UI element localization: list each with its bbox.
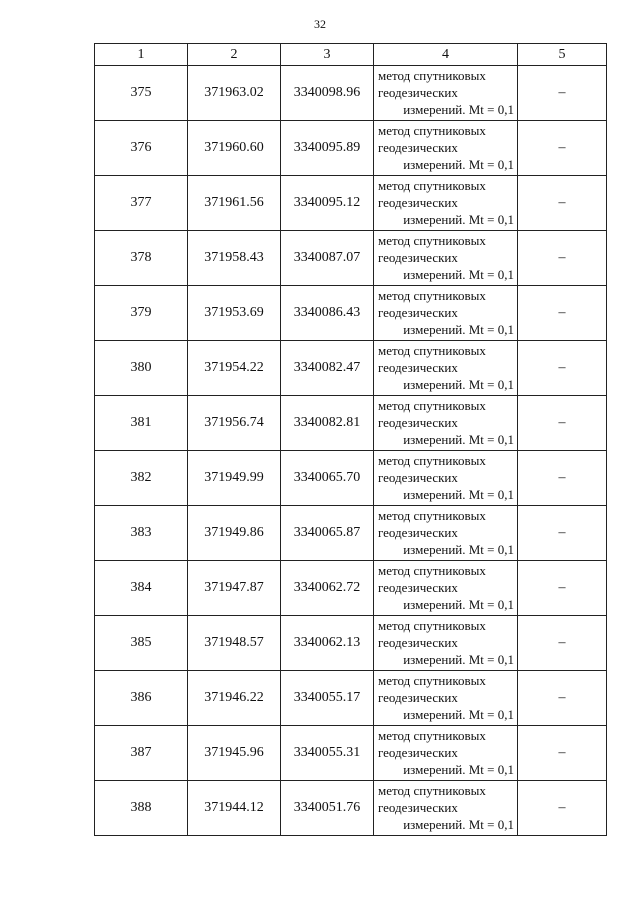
x-coordinate-cell: 371947.87 (188, 561, 281, 616)
note-cell: – (518, 616, 607, 671)
x-coordinate-cell: 371945.96 (188, 726, 281, 781)
point-number-cell: 383 (95, 506, 188, 561)
method-line: измерений. Mt = 0,1 (403, 487, 514, 502)
method-line: измерений. Mt = 0,1 (403, 707, 514, 722)
point-number-cell: 385 (95, 616, 188, 671)
point-number-cell: 378 (95, 231, 188, 286)
y-coordinate-cell: 3340086.43 (281, 286, 374, 341)
y-coordinate-cell: 3340087.07 (281, 231, 374, 286)
method-cell (374, 396, 518, 451)
method-line: геодезических (378, 690, 458, 705)
table-body (95, 66, 607, 836)
method-line: метод спутниковых (378, 398, 486, 413)
point-number-cell: 387 (95, 726, 188, 781)
method-cell (374, 561, 518, 616)
method-cell (374, 616, 518, 671)
note-cell: – (518, 561, 607, 616)
y-coordinate-cell: 3340098.96 (281, 66, 374, 121)
x-coordinate-cell: 371958.43 (188, 231, 281, 286)
y-coordinate-cell: 3340095.89 (281, 121, 374, 176)
table-header-row (95, 44, 607, 66)
method-line: геодезических (378, 195, 458, 210)
y-coordinate-cell: 3340055.31 (281, 726, 374, 781)
method-line: измерений. Mt = 0,1 (403, 817, 514, 832)
table-row (95, 286, 607, 341)
point-number-cell: 380 (95, 341, 188, 396)
note-cell: – (518, 341, 607, 396)
table-row (95, 451, 607, 506)
note-cell: – (518, 176, 607, 231)
method-line: метод спутниковых (378, 728, 486, 743)
method-line: геодезических (378, 360, 458, 375)
x-coordinate-cell: 371944.12 (188, 781, 281, 836)
note-cell: – (518, 121, 607, 176)
method-line: метод спутниковых (378, 233, 486, 248)
column-header-1: 1 (95, 44, 188, 66)
method-line: геодезических (378, 305, 458, 320)
note-cell: – (518, 286, 607, 341)
table-row (95, 231, 607, 286)
point-number-cell: 379 (95, 286, 188, 341)
method-line: метод спутниковых (378, 618, 486, 633)
point-number-cell: 388 (95, 781, 188, 836)
method-line: метод спутниковых (378, 563, 486, 578)
method-line: измерений. Mt = 0,1 (403, 322, 514, 337)
x-coordinate-cell: 371961.56 (188, 176, 281, 231)
method-line: геодезических (378, 85, 458, 100)
table-row (95, 561, 607, 616)
method-line: геодезических (378, 470, 458, 485)
table-row (95, 396, 607, 451)
method-line: метод спутниковых (378, 453, 486, 468)
note-cell: – (518, 231, 607, 286)
table-row (95, 66, 607, 121)
method-line: измерений. Mt = 0,1 (403, 102, 514, 117)
y-coordinate-cell: 3340082.81 (281, 396, 374, 451)
note-cell: – (518, 66, 607, 121)
note-cell: – (518, 396, 607, 451)
table-row (95, 121, 607, 176)
table-row (95, 616, 607, 671)
table-row (95, 176, 607, 231)
method-line: измерений. Mt = 0,1 (403, 377, 514, 392)
x-coordinate-cell: 371956.74 (188, 396, 281, 451)
point-number-cell: 384 (95, 561, 188, 616)
y-coordinate-cell: 3340062.72 (281, 561, 374, 616)
method-cell (374, 451, 518, 506)
x-coordinate-cell: 371954.22 (188, 341, 281, 396)
page-number: 32 (314, 17, 326, 31)
column-header-4: 4 (374, 44, 518, 66)
point-number-cell: 386 (95, 671, 188, 726)
method-line: метод спутниковых (378, 508, 486, 523)
method-line: геодезических (378, 415, 458, 430)
y-coordinate-cell: 3340062.13 (281, 616, 374, 671)
point-number-cell: 376 (95, 121, 188, 176)
method-cell (374, 506, 518, 561)
table-row (95, 506, 607, 561)
point-number-cell: 382 (95, 451, 188, 506)
method-line: измерений. Mt = 0,1 (403, 432, 514, 447)
method-cell (374, 176, 518, 231)
method-line: измерений. Mt = 0,1 (403, 762, 514, 777)
coordinates-table (94, 43, 607, 836)
method-line: геодезических (378, 635, 458, 650)
method-line: метод спутниковых (378, 783, 486, 798)
x-coordinate-cell: 371948.57 (188, 616, 281, 671)
x-coordinate-cell: 371949.99 (188, 451, 281, 506)
method-line: геодезических (378, 745, 458, 760)
method-cell (374, 671, 518, 726)
method-cell (374, 781, 518, 836)
method-line: измерений. Mt = 0,1 (403, 212, 514, 227)
column-header-3: 3 (281, 44, 374, 66)
method-line: геодезических (378, 800, 458, 815)
note-cell: – (518, 671, 607, 726)
x-coordinate-cell: 371953.69 (188, 286, 281, 341)
note-cell: – (518, 781, 607, 836)
table-row (95, 671, 607, 726)
method-cell (374, 231, 518, 286)
method-line: метод спутниковых (378, 673, 486, 688)
x-coordinate-cell: 371946.22 (188, 671, 281, 726)
method-line: геодезических (378, 140, 458, 155)
method-line: метод спутниковых (378, 288, 486, 303)
column-header-2: 2 (188, 44, 281, 66)
point-number-cell: 377 (95, 176, 188, 231)
method-cell (374, 341, 518, 396)
method-line: геодезических (378, 525, 458, 540)
method-line: метод спутниковых (378, 343, 486, 358)
note-cell: – (518, 451, 607, 506)
method-cell (374, 121, 518, 176)
method-line: метод спутниковых (378, 68, 486, 83)
y-coordinate-cell: 3340065.70 (281, 451, 374, 506)
method-line: метод спутниковых (378, 178, 486, 193)
method-line: измерений. Mt = 0,1 (403, 267, 514, 282)
method-line: измерений. Mt = 0,1 (403, 542, 514, 557)
column-header-5: 5 (518, 44, 607, 66)
note-cell: – (518, 506, 607, 561)
y-coordinate-cell: 3340051.76 (281, 781, 374, 836)
y-coordinate-cell: 3340065.87 (281, 506, 374, 561)
y-coordinate-cell: 3340082.47 (281, 341, 374, 396)
point-number-cell: 375 (95, 66, 188, 121)
note-cell: – (518, 726, 607, 781)
method-line: метод спутниковых (378, 123, 486, 138)
x-coordinate-cell: 371960.60 (188, 121, 281, 176)
method-cell (374, 726, 518, 781)
y-coordinate-cell: 3340095.12 (281, 176, 374, 231)
y-coordinate-cell: 3340055.17 (281, 671, 374, 726)
method-cell (374, 66, 518, 121)
x-coordinate-cell: 371949.86 (188, 506, 281, 561)
x-coordinate-cell: 371963.02 (188, 66, 281, 121)
method-line: геодезических (378, 250, 458, 265)
method-line: измерений. Mt = 0,1 (403, 652, 514, 667)
table-row (95, 781, 607, 836)
method-cell (374, 286, 518, 341)
point-number-cell: 381 (95, 396, 188, 451)
method-line: измерений. Mt = 0,1 (403, 157, 514, 172)
table-row (95, 726, 607, 781)
method-line: геодезических (378, 580, 458, 595)
table-row (95, 341, 607, 396)
method-line: измерений. Mt = 0,1 (403, 597, 514, 612)
